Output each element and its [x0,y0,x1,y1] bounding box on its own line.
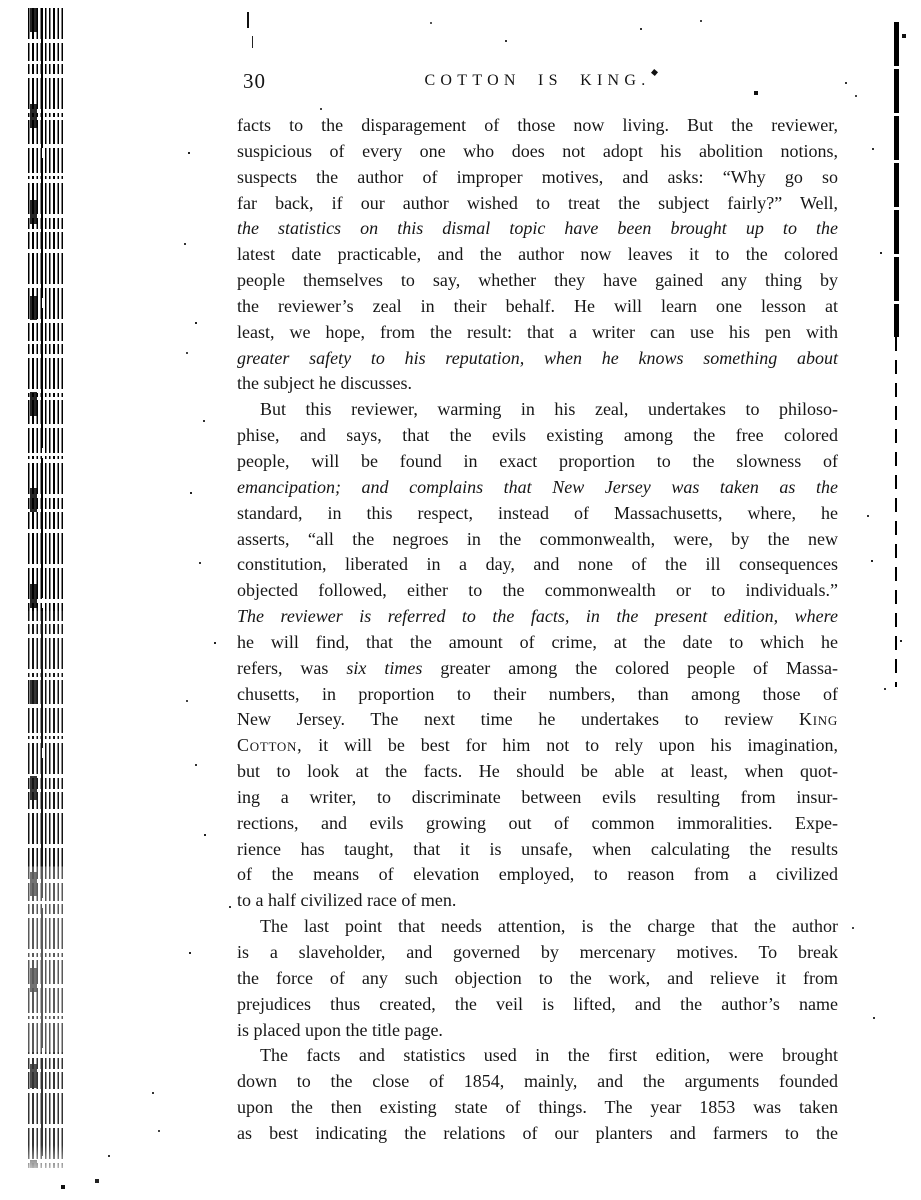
text-line: people, will be found in exact proportion to the slowness of [237,450,838,471]
text-line: as best indicating the relations of our planters and farmers to the [237,1122,838,1143]
text-line: facts to the disparagement of those now living. But the reviewer, [237,115,838,135]
text-line: least, we hope, from the result: that a writer can use his pen with [237,321,838,342]
text-line: refers, was six times greater among the colored people of Massa- [237,657,838,678]
text-line: is a slaveholder, and governed by mercenary motives. To break [237,942,838,962]
text-line: emancipation; and complains that New Jersey was taken as the [237,476,838,497]
text-line: objected followed, either to the commonwealth or to individuals.” [237,580,838,601]
paragraph [237,397,838,914]
text-line: chusetts, in proportion to their numbers, than among those of [237,683,838,704]
text-line: the subject he discusses. [237,373,412,394]
text-line: ing a writer, to discriminate between evils resulting from insur- [237,786,838,807]
text-line: rections, and evils growing out of common immoralities. Expe- [237,812,838,833]
text-line: he will find, that the amount of crime, at the date to which he [237,631,838,652]
page-header [237,69,838,95]
page-edge-artifact [894,22,899,687]
text-line: Cotton, it will be best for him not to rely upon his imagination, [237,735,838,756]
text-line: greater safety to his reputation, when he knows something about [237,347,838,368]
text-line: phise, and says, that the evils existing among the free colored [237,425,838,446]
text-line: of the means of elevation employed, to reason from a civilized [237,864,838,885]
text-line: suspects the author of improper motives, and asks: “Why go so [237,166,838,187]
text-line: asserts, “all the negroes in the commonwealth, were, by the new [237,528,838,549]
text-line: down to the close of 1854, mainly, and the arguments founded [237,1071,838,1092]
text-line: The last point that needs attention, is the charge that the author [260,916,838,937]
scan-noise [0,0,2,2]
text-line: people themselves to say, whether they have gained any thing by [237,270,838,291]
page-number: 30 [243,69,266,93]
text-line: the force of any such objection to the work, and relieve it from [237,967,838,988]
text-line: prejudices thus created, the veil is lifted, and the author’s name [237,993,838,1014]
text-line: the reviewer’s zeal in their behalf. He will learn one lesson at [237,295,838,316]
text-line: the statistics on this dismal topic have been brought up to the [237,218,838,239]
text-line: latest date practicable, and the author now leaves it to the colored [237,244,838,265]
text-line: The facts and statistics used in the first edition, were brought [260,1045,838,1066]
text-line: constitution, liberated in a day, and none of the ill consequences [237,554,838,575]
text-line: but to look at the facts. He should be able at least, when quot- [237,761,838,782]
text-line: upon the then existing state of things. The year 1853 was taken [237,1097,838,1118]
text-block [237,113,838,1147]
text-line: is placed upon the title page. [237,1019,443,1040]
running-head: COTTON IS KING. [424,72,651,89]
text-line: rience has taught, that it is unsafe, when calculating the results [237,838,838,859]
paragraph [237,113,838,397]
text-line: far back, if our author wished to treat the subject fairly?” Well, [237,192,838,213]
text-line: suspicious of every one who does not adopt his abolition notions, [237,140,838,161]
paragraph [237,914,838,1043]
text-line: But this reviewer, warming in his zeal, undertakes to philoso- [260,399,838,420]
text-line: to a half civilized race of men. [237,890,457,911]
scan-mark [252,36,253,48]
scan-mark [247,12,249,28]
text-line: The reviewer is referred to the facts, in the present edition, where [237,606,838,627]
paragraph [237,1043,838,1146]
text-line: standard, in this respect, instead of Massachusetts, where, he [237,502,838,523]
binding-edge-artifact [28,8,64,1168]
text-line: New Jersey. The next time he undertakes to review King [237,709,838,730]
